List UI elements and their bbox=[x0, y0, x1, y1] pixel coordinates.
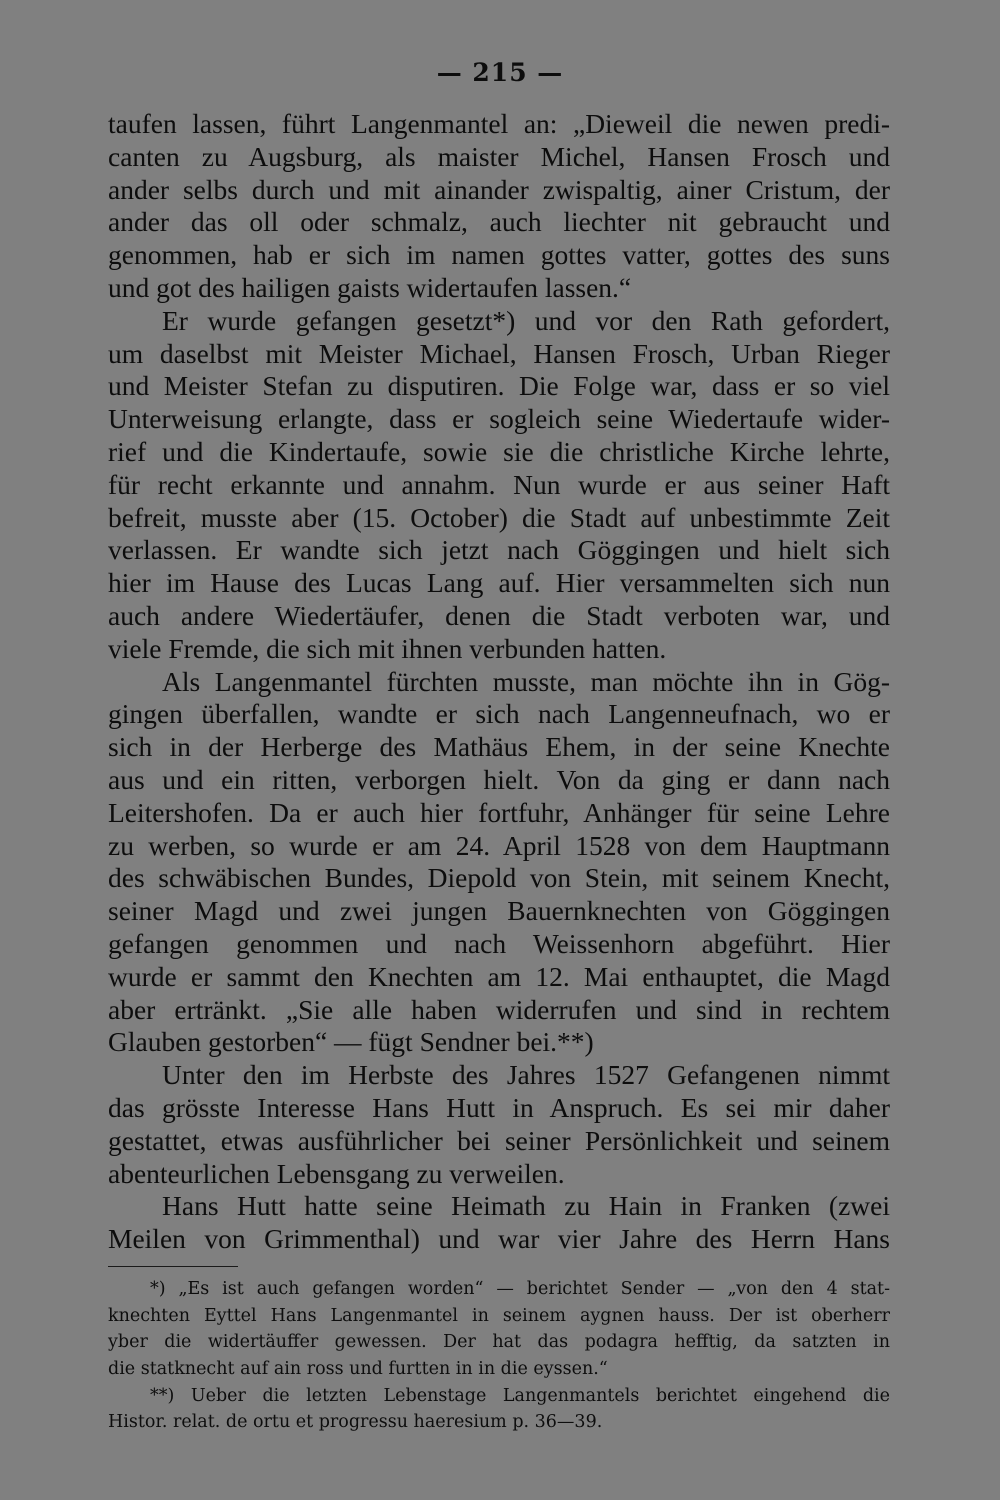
text-line: gestattet, etwas ausführlicher bei seiner Persönlichkeit und seinem bbox=[108, 1124, 890, 1156]
text-line: gingen überfallen, wandte er sich nach Langenneufnach, wo er bbox=[108, 698, 890, 730]
text-line: aber ertränkt. „Sie alle haben widerrufen und sind in rechtem bbox=[108, 993, 890, 1025]
text-line: genommen, hab er sich im namen gottes vatter, gottes des suns bbox=[108, 239, 890, 271]
text-line: und Meister Stefan zu disputiren. Die Folge war, dass er so viel bbox=[108, 370, 890, 402]
text-line: aus und ein ritten, verborgen hielt. Von da ging er dann nach bbox=[108, 763, 890, 795]
footnote-line: *) „Es ist auch gefangen worden“ — berichtet Sender — „von den 4 stat- bbox=[150, 1279, 890, 1299]
text-line: zu werben, so wurde er am 24. April 1528 von dem Hauptmann bbox=[108, 829, 890, 861]
text-line: und got des hailigen gaists widertaufen lassen.“ bbox=[108, 271, 632, 303]
text-line: befreit, musste aber (15. October) die Stadt auf unbestimmte Zeit bbox=[108, 501, 890, 533]
text-line: seiner Magd und zwei jungen Bauernknechten von Göggingen bbox=[108, 895, 890, 927]
text-line: Unterweisung erlangte, dass er sogleich seine Wiedertaufe wider- bbox=[108, 403, 890, 435]
text-line: ander das oll oder schmalz, auch liechter nit gebraucht und bbox=[108, 206, 890, 238]
text-line: gefangen genommen und nach Weissenhorn abgeführt. Hier bbox=[108, 927, 890, 959]
footnote-line: Histor. relat. de ortu et progressu haeresium p. 36—39. bbox=[108, 1412, 603, 1433]
footnote-line: yber die widertäuffer gewessen. Der hat das podagra hefftig, da satzten in bbox=[108, 1332, 890, 1353]
text-line: Meilen von Grimmenthal) und war vier Jahre des Herrn Hans bbox=[108, 1223, 890, 1255]
text-line: Leitershofen. Da er auch hier fortfuhr, Anhänger für seine Lehre bbox=[108, 796, 890, 828]
text-line: auch andere Wiedertäufer, denen die Stadt verboten war, und bbox=[108, 599, 890, 631]
footnote-line: **) Ueber die letzten Lebenstage Langenmantels berichtet eingehend die bbox=[150, 1385, 890, 1406]
text-line: wurde er sammt den Knechten am 12. Mai enthauptet, die Magd bbox=[108, 960, 890, 992]
text-line: sich in der Herberge des Mathäus Ehem, in der seine Knechte bbox=[108, 731, 890, 763]
text-line: um daselbst mit Meister Michael, Hansen Frosch, Urban Rieger bbox=[108, 337, 890, 369]
footnote-line: die statknecht auf ain ross und furtten in in die eyssen.“ bbox=[108, 1359, 608, 1380]
text-line: das grösste Interesse Hans Hutt in Anspruch. Es sei mir daher bbox=[108, 1091, 890, 1123]
text-line: abenteurlichen Lebensgang zu verweilen. bbox=[108, 1157, 565, 1189]
page-number: — 215 — bbox=[436, 58, 564, 87]
text-line: für recht erkannte und annahm. Nun wurde er aus seiner Haft bbox=[108, 468, 890, 500]
text-line: rief und die Kindertaufe, sowie sie die christliche Kirche lehrte, bbox=[108, 435, 890, 467]
text-line: canten zu Augsburg, als maister Michel, Hansen Frosch und bbox=[108, 140, 890, 172]
text-line: Er wurde gefangen gesetzt*) und vor den Rath gefordert, bbox=[162, 304, 890, 336]
text-line: des schwäbischen Bundes, Diepold von Stein, mit seinem Knecht, bbox=[108, 862, 890, 894]
footnote-line: knechten Eyttel Hans Langenmantel in seinem aygnen hauss. Der ist oberherr bbox=[108, 1305, 890, 1326]
text-line: Als Langenmantel fürchten musste, man möchte ihn in Gög- bbox=[162, 665, 890, 697]
text-line: Glauben gestorben“ — fügt Sendner bei.**) bbox=[108, 1026, 594, 1058]
text-line: Hans Hutt hatte seine Heimath zu Hain in Franken (zwei bbox=[162, 1190, 890, 1222]
text-line: viele Fremde, die sich mit ihnen verbunden hatten. bbox=[108, 632, 667, 664]
body-text bbox=[108, 108, 890, 1256]
footnotes bbox=[108, 1276, 890, 1436]
text-line: ander selbs durch und mit ainander zwispaltig, ainer Cristum, der bbox=[108, 173, 890, 205]
text-line: verlassen. Er wandte sich jetzt nach Göggingen und hielt sich bbox=[108, 534, 890, 566]
footnote-divider bbox=[108, 1266, 238, 1267]
text-line: Unter den im Herbste des Jahres 1527 Gefangenen nimmt bbox=[162, 1059, 890, 1091]
text-line: taufen lassen, führt Langenmantel an: „Dieweil die newen predi- bbox=[108, 108, 890, 139]
text-line: hier im Hause des Lucas Lang auf. Hier versammelten sich nun bbox=[108, 567, 890, 599]
